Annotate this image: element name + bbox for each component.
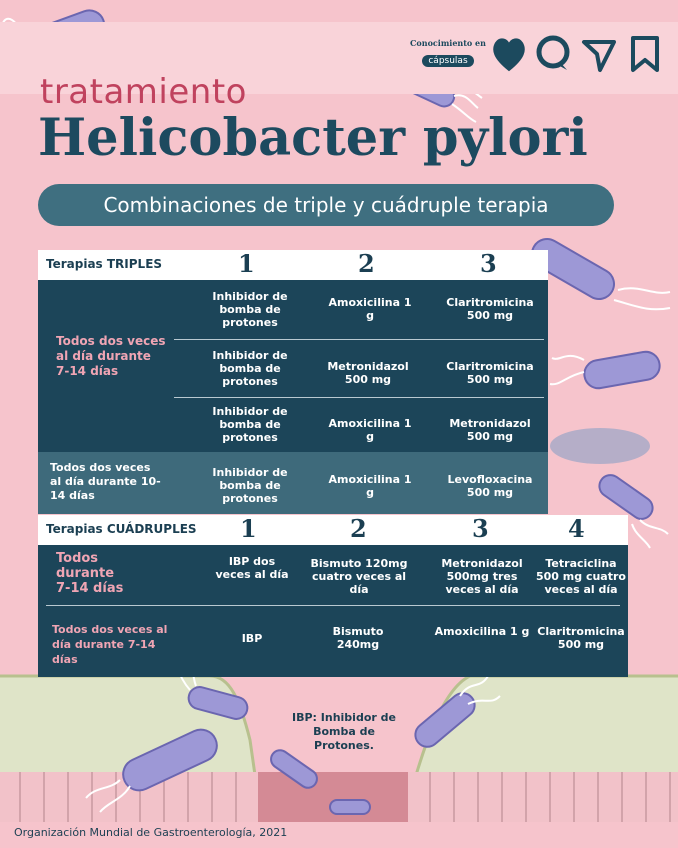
table-cell: Inhibidor de bomba de protones	[212, 405, 288, 444]
column-number: 3	[472, 514, 489, 543]
column-number: 4	[568, 514, 585, 543]
triples-group1-label: Todos dos veces al día durante 7-14 días	[56, 334, 166, 378]
table-cell: Amoxicilina 1 g	[328, 296, 412, 322]
title-small: tratamiento	[40, 72, 247, 112]
table-cell: Amoxicilina 1 g	[328, 417, 412, 443]
column-number: 2	[358, 249, 375, 278]
bookmark-icon[interactable]	[626, 32, 664, 76]
table-cell: Bismuto 240mg	[332, 625, 384, 651]
table-cell: Inhibidor de bomba de protones	[212, 466, 288, 505]
comment-icon[interactable]	[534, 32, 572, 76]
table-cell: Tetraciclina 500 mg cuatro veces al día	[536, 557, 626, 596]
footer-source: Organización Mundial de Gastroenterología, 2021	[14, 826, 288, 839]
subtitle-pill: Combinaciones de triple y cuádruple terapia	[38, 184, 614, 226]
column-number: 3	[480, 249, 497, 278]
triples-group2-label: Todos dos veces al día durante 10-14 días	[50, 461, 161, 502]
brand-logo	[410, 32, 486, 78]
table-cell: IBP	[241, 632, 263, 645]
table-cell: Inhibidor de bomba de protones	[212, 290, 288, 329]
table-cell: Inhibidor de bomba de protones	[212, 349, 288, 388]
triples-header-label: Terapias TRIPLES	[46, 257, 163, 271]
ibp-note: IBP: Inhibidor de Bomba de Protones.	[292, 711, 396, 752]
send-icon[interactable]	[580, 32, 618, 76]
table-cell: Claritromicina 500 mg	[446, 296, 534, 322]
quadruples-row2-label: Todos dos veces al día durante 7-14 días	[52, 623, 168, 666]
row-divider	[174, 339, 544, 340]
table-cell: Claritromicina 500 mg	[446, 360, 534, 386]
page-title: Helicobacter pylori	[38, 108, 588, 168]
column-number: 2	[350, 514, 367, 543]
brand-bottom: cápsulas	[422, 55, 473, 67]
quadruples-header-label: Terapias CUÁDRUPLES	[46, 522, 197, 536]
row-divider	[174, 397, 544, 398]
table-cell: Bismuto 120mg cuatro veces al día	[310, 557, 408, 596]
bacterium-illustration	[550, 428, 650, 464]
table-cell: Amoxicilina 1 g	[434, 625, 530, 638]
bacterium-illustration	[550, 350, 662, 391]
column-number: 1	[238, 249, 255, 278]
quadruples-header	[38, 515, 628, 545]
triples-header	[38, 250, 548, 280]
table-cell: IBP dos veces al día	[215, 555, 289, 581]
column-number: 1	[240, 514, 257, 543]
table-cell: Amoxicilina 1 g	[328, 473, 412, 499]
bacterium-illustration	[527, 234, 670, 310]
table-cell: Claritromicina 500 mg	[537, 625, 625, 651]
brand-top: Conocimiento en	[410, 38, 486, 48]
table-cell: Metronidazol 500mg tres veces al día	[441, 557, 523, 596]
quadruples-row1-label: Todos durante 7-14 días	[56, 551, 124, 596]
table-cell: Metronidazol 500 mg	[449, 417, 531, 443]
table-cell: Metronidazol 500 mg	[327, 360, 409, 386]
row-divider	[46, 605, 620, 606]
table-cell: Levofloxacina 500 mg	[447, 473, 533, 499]
heart-icon[interactable]	[490, 32, 528, 76]
